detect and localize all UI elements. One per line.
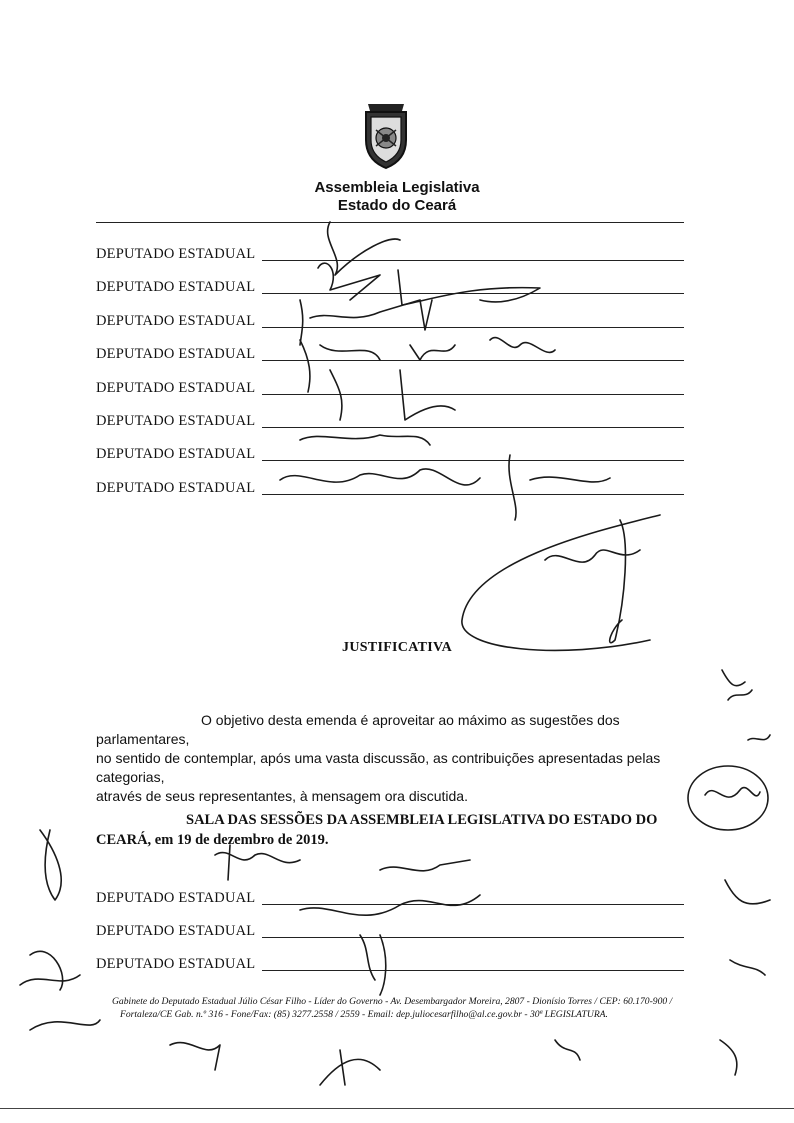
justification-line-2: no sentido de contemplar, após uma vasta discussão, as contribuições apresentadas pelas categorias, <box>96 750 661 785</box>
session-statement <box>96 810 696 850</box>
institution-name: Assembleia Legislativa <box>314 179 480 196</box>
signature-top-label-8: DEPUTADO ESTADUAL <box>96 479 256 496</box>
signature-top-label-5: DEPUTADO ESTADUAL <box>96 379 256 396</box>
state-name: Estado do Ceará <box>337 197 457 214</box>
signature-bottom-line-2[interactable] <box>262 937 684 938</box>
signature-top-label-7: DEPUTADO ESTADUAL <box>96 446 256 463</box>
signature-top-line-7[interactable] <box>262 460 684 461</box>
signature-top-label-4: DEPUTADO ESTADUAL <box>96 346 256 363</box>
signature-top-line-5[interactable] <box>262 394 684 395</box>
signature-top-label-1: DEPUTADO ESTADUAL <box>96 246 256 262</box>
session-line-2: CEARÁ, em 19 de dezembro de 2019. <box>96 832 329 848</box>
justification-heading: JUSTIFICATIVA <box>342 640 452 655</box>
signature-bottom-line-3[interactable] <box>262 970 684 971</box>
signature-top-line-3[interactable] <box>262 327 684 328</box>
justification-text <box>96 711 692 806</box>
justification-line-1: O objetivo desta emenda é aproveitar ao máximo as sugestões dos parlamentares, <box>96 712 620 747</box>
header-divider <box>96 222 684 223</box>
footer-line-1: Gabinete do Deputado Estadual Júlio César Filho - Líder do Governo - Av. Desembargador Moreira, 2807 - Dionísio Torres / CEP: 60.170-900 / <box>112 996 673 1007</box>
signature-top-line-6[interactable] <box>262 427 684 428</box>
justification-line-3: através de seus representantes, à mensagem ora discutida. <box>96 788 468 804</box>
signature-bottom-line-1[interactable] <box>262 904 684 905</box>
signature-top-label-2: DEPUTADO ESTADUAL <box>96 279 256 296</box>
footer-line-2: Fortaleza/CE Gab. n.º 316 - Fone/Fax: (85) 3277.2558 / 2559 - Email: dep.juliocesarfilho@al.ce.gov.br - 30ª LEGISLATURA. <box>120 1009 608 1020</box>
signature-bottom-label-1: DEPUTADO ESTADUAL <box>96 890 256 906</box>
signature-top-line-8[interactable] <box>262 494 684 495</box>
signature-top-line-2[interactable] <box>262 293 684 294</box>
coat-of-arms-emblem <box>358 100 414 170</box>
signature-top-line-1[interactable] <box>262 260 684 261</box>
signature-top-label-3: DEPUTADO ESTADUAL <box>96 312 256 329</box>
signature-top-label-6: DEPUTADO ESTADUAL <box>96 413 256 429</box>
signature-bottom-label-2: DEPUTADO ESTADUAL <box>96 923 256 939</box>
page-bottom-edge <box>0 1108 794 1109</box>
office-footer <box>112 995 702 1021</box>
signature-bottom-label-3: DEPUTADO ESTADUAL <box>96 956 256 972</box>
signature-top-line-4[interactable] <box>262 360 684 361</box>
session-line-1: SALA DAS SESSÕES DA ASSEMBLEIA LEGISLATIVA DO ESTADO DO <box>186 812 658 828</box>
